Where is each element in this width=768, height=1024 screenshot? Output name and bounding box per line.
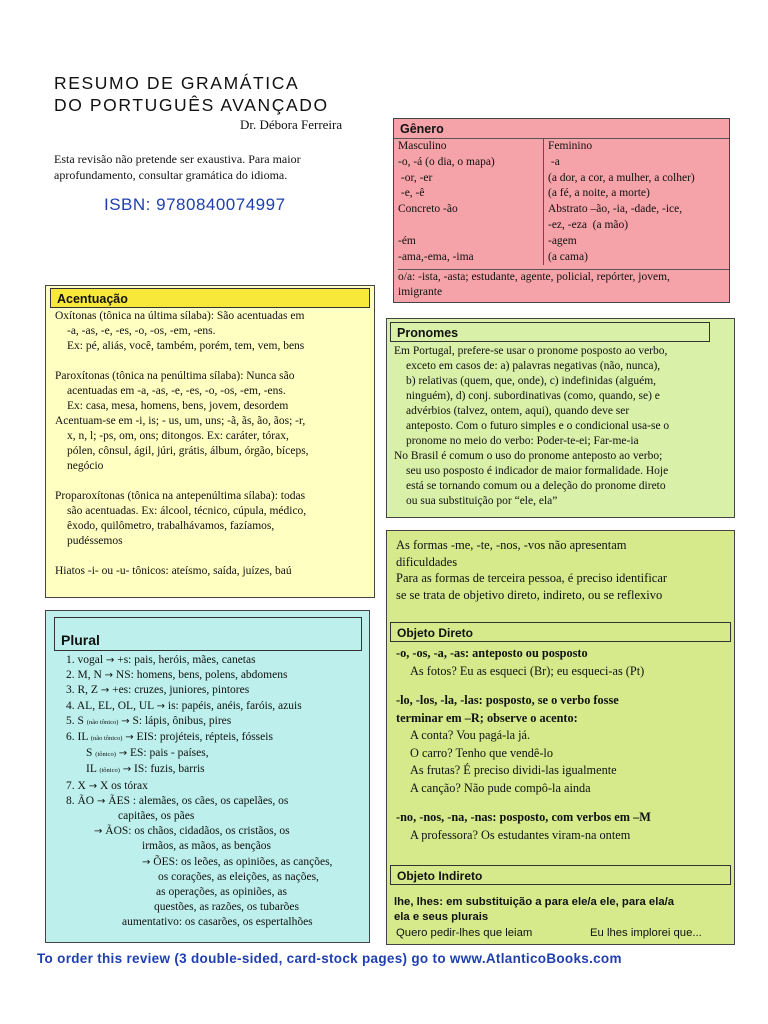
genero-row bbox=[394, 155, 729, 171]
acentuacao-text bbox=[55, 309, 309, 579]
objeto-intro-line: As formas -me, -te, -nos, -vos não apresentam bbox=[396, 538, 627, 552]
order-link[interactable]: To order this review (3 double-sided, card-stock pages) go to www.AtlanticoBooks.com bbox=[37, 951, 622, 966]
objeto-indireto-text bbox=[394, 895, 702, 941]
plural-example: X os tórax bbox=[97, 779, 148, 792]
plural-rule bbox=[58, 683, 332, 698]
objeto-direto-line: As frutas? É preciso dividi-las igualmente bbox=[410, 763, 617, 777]
acentuacao-line: -a, -as, -e, -es, -o, -os, -em, -ens. bbox=[67, 325, 216, 337]
acentuacao-line bbox=[55, 549, 309, 564]
objeto-direto-line bbox=[396, 797, 651, 809]
objeto-direto-line: O carro? Tenho que vendê-lo bbox=[410, 745, 553, 760]
genero-masculino-cell: -or, -er bbox=[394, 171, 544, 187]
pronomes-header: Pronomes bbox=[390, 322, 710, 342]
arrow-right-icon: → bbox=[88, 780, 98, 792]
plural-ending: 5. S bbox=[66, 714, 87, 727]
acentuacao-line: Oxítonas (tônica na última sílaba): São acentuadas em bbox=[55, 310, 305, 322]
plural-rule bbox=[58, 746, 332, 762]
plural-example: ÕES: os leões, as opiniões, as canções, bbox=[150, 855, 333, 868]
acentuacao-line: pólen, cônsul, ágil, júri, grátis, álbum, órgão, bíceps, bbox=[67, 445, 309, 457]
genero-masculino-cell: Concreto -ão bbox=[394, 202, 544, 218]
genero-feminino-cell: (a dor, a cor, a mulher, a colher) bbox=[548, 171, 695, 184]
arrow-right-icon: → bbox=[104, 670, 114, 682]
genero-feminino-cell: Feminino bbox=[548, 140, 593, 152]
plural-rule: capitães, os pães bbox=[118, 810, 195, 823]
genero-masculino-cell: -e, -ê bbox=[394, 186, 544, 202]
arrow-right-icon: → bbox=[94, 826, 103, 838]
objeto-indireto-example-2: Eu lhes implorei que... bbox=[590, 927, 702, 939]
pronomes-line: anteposto. Com o futuro simples e o condicional usa-se o bbox=[406, 420, 670, 432]
intro-text bbox=[54, 151, 354, 183]
genero-feminino-cell: Abstrato –ão, -ia, -dade, -ice, bbox=[548, 203, 683, 216]
acentuacao-line: Hiatos -i- ou -u- tônicos: ateísmo, saída, juízes, baú bbox=[55, 565, 292, 577]
arrow-right-icon: → bbox=[156, 700, 165, 712]
genero-masculino-cell: Masculino bbox=[394, 139, 544, 155]
acentuacao-line bbox=[55, 474, 309, 489]
plural-ending: 8. ÃO bbox=[66, 794, 97, 807]
objeto-direto-line: -no, -nos, -na, -nas: posposto, com verbos em –M bbox=[396, 810, 651, 824]
objeto-indireto-header: Objeto Indireto bbox=[390, 865, 731, 885]
plural-rule: questões, as razões, os tubarões bbox=[154, 901, 299, 914]
arrow-right-icon: → bbox=[100, 685, 110, 697]
arrow-right-icon: → bbox=[125, 732, 134, 744]
pronomes-line: advérbios (talvez, ontem, aqui), quando deve ser bbox=[406, 405, 630, 417]
objeto-indireto-rule-1: lhe, lhes: em substituição a para ele/a ele, para ela/a bbox=[394, 896, 675, 908]
plural-rule bbox=[58, 794, 332, 809]
objeto-direto-line: A canção? Não pude compô-la ainda bbox=[410, 780, 591, 795]
acentuacao-line bbox=[55, 354, 309, 369]
plural-ending: 1. vogal bbox=[66, 654, 106, 666]
pronomes-box bbox=[386, 318, 735, 518]
isbn: ISBN: 9780840074997 bbox=[104, 195, 286, 214]
plural-rule: as operações, as opiniões, as bbox=[156, 886, 287, 899]
objeto-direto-line bbox=[396, 680, 651, 692]
genero-feminino-cell: -ez, -eza (a mão) bbox=[548, 218, 629, 231]
acentuacao-line: Proparoxítonas (tônica na antepenúltima sílaba): todas bbox=[55, 490, 306, 502]
acentuacao-line: pudéssemos bbox=[67, 535, 123, 547]
genero-note-line-2: imigrante bbox=[398, 286, 443, 298]
plural-example: +es: cruzes, juniores, pintores bbox=[109, 684, 250, 697]
arrow-right-icon: → bbox=[118, 748, 128, 760]
plural-ending: 6. IL bbox=[66, 731, 91, 744]
objeto-direto-line: As fotos? Eu as esqueci (Br); eu esqueci-as (Pt) bbox=[410, 663, 645, 678]
pronomes-text bbox=[394, 344, 669, 509]
plural-box bbox=[45, 610, 370, 943]
plural-example: ÃES : alemães, os cães, os capelães, os bbox=[105, 794, 289, 807]
pronomes-line: Em Portugal, prefere-se usar o pronome posposto ao verbo, bbox=[394, 345, 668, 357]
genero-header: Gênero bbox=[394, 119, 729, 139]
genero-masculino-cell: -ém bbox=[394, 234, 544, 250]
pronomes-line: ninguém), d) conj. subordinativas (como, quando, se) e bbox=[406, 390, 660, 402]
arrow-right-icon: → bbox=[121, 715, 130, 727]
objeto-direto-line: -o, -os, -a, -as: anteposto ou posposto bbox=[396, 646, 588, 660]
plural-example: IS: fuzis, barris bbox=[131, 763, 205, 776]
arrow-right-icon: → bbox=[122, 764, 132, 776]
plural-rule bbox=[58, 730, 332, 746]
plural-example: is: papéis, anéis, faróis, azuis bbox=[165, 699, 302, 712]
plural-ending: 3. R, Z bbox=[66, 684, 101, 697]
plural-rule: os corações, as eleições, as nações, bbox=[158, 870, 319, 883]
arrow-right-icon: → bbox=[142, 856, 151, 868]
plural-header: Plural bbox=[54, 617, 362, 651]
plural-tonic-tag: (tônico) bbox=[95, 751, 116, 759]
plural-rule bbox=[58, 855, 332, 870]
plural-ending: 2. M, N bbox=[66, 669, 105, 682]
genero-note-line-1: o/a: -ista, -asta; estudante, agente, policial, repórter, jovem, bbox=[398, 271, 670, 283]
author: Dr. Débora Ferreira bbox=[240, 117, 343, 132]
plural-ending: IL bbox=[86, 763, 100, 776]
pronomes-line: b) relativas (quem, que, onde), c) indefinidas (alguém, bbox=[406, 375, 657, 387]
acentuacao-line: são acentuadas. Ex: álcool, técnico, cúpula, médico, bbox=[67, 505, 307, 517]
genero-note bbox=[398, 269, 729, 300]
objeto-indireto-rule-2: ela e seus plurais bbox=[394, 911, 489, 923]
objeto-direto-line: A professora? Os estudantes viram-na ontem bbox=[410, 827, 631, 842]
pronomes-line: está se tornando comum ou a deleção do pronome direto bbox=[406, 480, 666, 492]
plural-rule bbox=[58, 824, 332, 839]
title-line-1: RESUMO DE GRAMÁTICA bbox=[54, 73, 300, 93]
arrow-right-icon: → bbox=[105, 655, 115, 666]
pronomes-line: seu uso posposto é indicador de maior formalidade. Hoje bbox=[406, 465, 669, 477]
genero-row bbox=[394, 171, 729, 187]
acentuacao-line: negócio bbox=[67, 460, 104, 472]
plural-rule bbox=[58, 762, 332, 778]
arrow-right-icon: → bbox=[97, 795, 106, 807]
plural-example: ÃOS: os chãos, cidadãos, os cristãos, os bbox=[102, 825, 290, 838]
objeto-direto-line: A conta? Vou pagá-la já. bbox=[410, 728, 531, 742]
acentuacao-line: Paroxítonas (tônica na penúltima sílaba): Nunca são bbox=[55, 370, 295, 382]
page-title bbox=[54, 72, 329, 116]
pronomes-line: pronome no meio do verbo: Poder-te-ei; Far-me-ia bbox=[406, 435, 639, 447]
genero-row bbox=[394, 186, 729, 202]
plural-tonic-tag: (não tônico) bbox=[90, 735, 123, 743]
plural-text bbox=[58, 653, 332, 931]
pronomes-line: No Brasil é comum o uso do pronome anteposto ao verbo; bbox=[394, 450, 663, 462]
objeto-direto-line: terminar em –R; observe o acento: bbox=[396, 710, 578, 725]
plural-rule bbox=[58, 668, 332, 683]
genero-row bbox=[394, 234, 729, 250]
plural-example: +s: pais, heróis, mães, canetas bbox=[114, 654, 256, 666]
genero-row bbox=[394, 250, 729, 266]
objeto-intro-line: dificuldades bbox=[396, 554, 458, 569]
genero-table bbox=[394, 139, 729, 265]
acentuacao-line: x, n, l; -ps, om, ons; ditongos. Ex: caráter, tórax, bbox=[67, 430, 289, 442]
plural-ending: 7. X bbox=[66, 779, 89, 792]
genero-box bbox=[393, 118, 730, 303]
genero-masculino-cell: -ama,-ema, -ima bbox=[394, 250, 544, 266]
genero-row bbox=[394, 202, 729, 218]
objeto-intro-line: se se trata de objetivo direto, indireto, ou se reflexivo bbox=[396, 587, 663, 602]
objeto-indireto-example-1: Quero pedir-lhes que leiam bbox=[396, 927, 533, 939]
pronomes-line: exceto em casos de: a) palavras negativas (não, nunca), bbox=[406, 360, 661, 372]
plural-rule bbox=[58, 714, 332, 730]
acentuacao-line: Acentuam-se em -i, is; - us, um, uns; -ã, ãs, ão, ãos; -r, bbox=[55, 415, 306, 427]
genero-feminino-cell: -a bbox=[548, 155, 560, 168]
genero-row bbox=[394, 139, 729, 155]
acentuacao-line: êxodo, quilômetro, trabalhávamos, fazíamos, bbox=[67, 520, 275, 532]
plural-tonic-tag: (tônico) bbox=[99, 767, 120, 775]
genero-feminino-cell: -agem bbox=[548, 234, 577, 247]
plural-rule: irmãos, as mãos, as bençãos bbox=[142, 840, 272, 853]
genero-feminino-cell: (a fé, a noite, a morte) bbox=[548, 187, 650, 200]
plural-example: S: lápis, ônibus, pires bbox=[129, 714, 232, 727]
plural-tonic-tag: (não tônico) bbox=[86, 718, 119, 726]
plural-ending: S bbox=[86, 747, 96, 760]
plural-rule: aumentativo: os casarões, os espertalhões bbox=[122, 916, 313, 929]
genero-feminino-cell: (a cama) bbox=[548, 250, 588, 263]
plural-rule bbox=[58, 779, 332, 794]
intro-line-1: Esta revisão não pretende ser exaustiva. Para maior bbox=[54, 152, 301, 166]
acentuacao-header: Acentuação bbox=[50, 288, 370, 308]
plural-rule bbox=[58, 653, 332, 668]
plural-rule bbox=[58, 699, 332, 714]
objeto-box bbox=[386, 530, 735, 945]
genero-masculino-cell bbox=[394, 218, 544, 234]
objeto-direto-header: Objeto Direto bbox=[390, 622, 731, 642]
genero-masculino-cell: -o, -á (o dia, o mapa) bbox=[394, 155, 544, 171]
acentuacao-box bbox=[45, 285, 375, 598]
objeto-direto-text bbox=[396, 645, 651, 844]
acentuacao-line: Ex: pé, aliás, você, também, porém, tem, vem, bens bbox=[67, 340, 305, 352]
title-line-2: DO PORTUGUÊS AVANÇADO bbox=[54, 95, 329, 115]
objeto-intro bbox=[396, 537, 667, 603]
genero-row bbox=[394, 218, 729, 234]
plural-example: EIS: projéteis, répteis, fósseis bbox=[133, 731, 273, 744]
acentuacao-line: acentuadas em -a, -as, -e, -es, -o, -os, -em, -ens. bbox=[67, 385, 286, 397]
acentuacao-line: Ex: casa, mesa, homens, bens, jovem, desordem bbox=[67, 400, 289, 412]
plural-example: NS: homens, bens, polens, abdomens bbox=[113, 669, 288, 682]
plural-ending: 4. AL, EL, OL, UL bbox=[66, 699, 157, 712]
pronomes-line: ou sua substituição por “ele, ela” bbox=[406, 495, 558, 507]
plural-example: ES: pais - países, bbox=[127, 747, 209, 760]
objeto-direto-line: -lo, -los, -la, -las: posposto, se o verbo fosse bbox=[396, 693, 619, 707]
intro-line-2: aprofundamento, consultar gramática do idioma. bbox=[54, 168, 288, 182]
objeto-intro-line: Para as formas de terceira pessoa, é preciso identificar bbox=[396, 571, 668, 585]
